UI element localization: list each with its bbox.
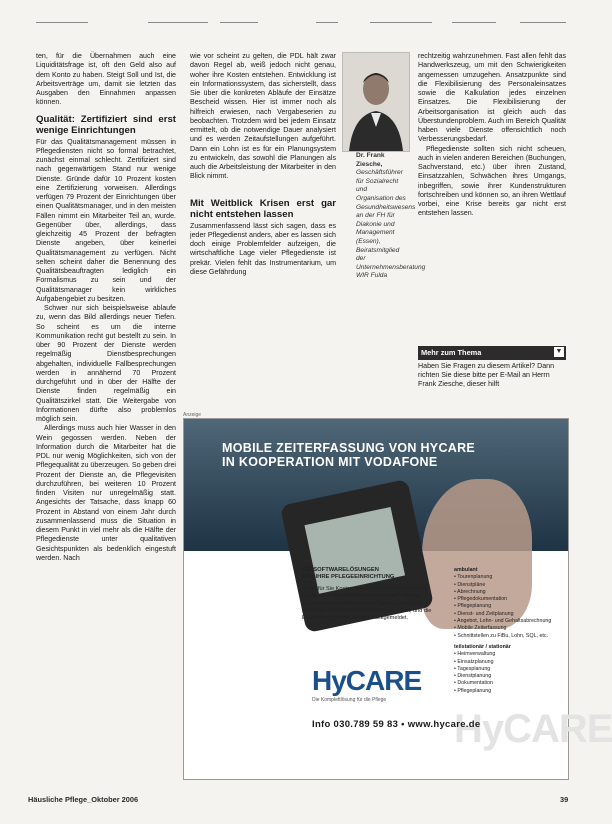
- header-rule: [316, 22, 338, 23]
- ad-list-item: • Angebot, Lohn- und Gehaltsabrechnung: [454, 618, 562, 625]
- header-rule: [520, 22, 566, 23]
- caption-name: Dr. Frank Ziesche,: [356, 152, 385, 168]
- author-portrait: [343, 53, 409, 151]
- hycare-logo: HyCARE: [312, 665, 422, 696]
- footer-publication: Häusliche Pflege_Oktober 2006: [28, 795, 139, 804]
- paragraph: Für das Qualitätsmanagement müssen in Pflegediensten nicht so formal betrachtet, zunächst einmal schlecht. Zertifiziert sind nach gegenwärtigem Stand nur wenige Dienste. Gründe dafür 10 Prozent kosten eine Zertifizierung vorweisen. Allerdings verfügen 79 Prozent der Einrichtungen über einen Qualitätsmanager, und in den meisten Fällen nimmt ein Mitarbeiter Teil an, wurde. Gegenüber über, allerdings, dass gleichzeitig 45 Prozent der befragten Dienste angeben, über keinerlei Qualitätsmanagement zu verfügen. Nicht selten scheint daher die Benennung des Qualitätsbeauftragten lediglich ein Formalismus zu sein und der Qualitätsmanager kein wirkliches Aufgabengebiet zu besitzen.: [36, 137, 176, 303]
- article-column-3: [418, 52, 566, 219]
- ad-list-head-ambulant: ambulant: [454, 567, 478, 573]
- ad-body-text: Wann für Sie Kosten pro Einsatz liegen? Wird eine Nachtarbeit durch Pflegedienste erfüllt? Welche Touren sind die effizientesten? Und bei HyCARE sehen Sie die Kostenübersicht zu jeder Zeit, und die Ergebnisse werden sofort zurückgemeldet.: [302, 585, 432, 622]
- ad-list-item: • Tagesplanung: [454, 666, 562, 673]
- ad-list-item: • Pflegedokumentation: [454, 596, 562, 603]
- ad-list-stationaer: [454, 651, 562, 695]
- ad-list-item: • Abrechnung: [454, 589, 562, 596]
- ad-body: [302, 567, 432, 623]
- mehr-zum-thema-box: [418, 346, 566, 389]
- ad-list-item: • Pflegeplanung: [454, 688, 562, 695]
- ad-list-item: • Dienstplanung: [454, 673, 562, 680]
- photo-caption: [356, 152, 426, 281]
- hycare-watermark: HyCARE: [454, 707, 612, 751]
- ad-list-item: • Dienst- und Zeitplanung: [454, 611, 562, 618]
- header-rule: [452, 22, 496, 23]
- paragraph: ten, für die Übernahmen auch eine Liquiditätsfrage ist, oft den Geld also auf dem Konto zu haben. Steigt Soll und Ist, die Arbeitsverträge um, damit sie letzten das Ausgaben den Einnahmen anpassen können.: [36, 52, 176, 107]
- ad-list-item: • Dienstpläne: [454, 582, 562, 589]
- ad-body-head-1: DIE SOFTWARELÖSUNGEN: [302, 567, 379, 573]
- ad-list-item: • Mobile Zeiterfassung: [454, 625, 562, 632]
- mehr-zum-thema-title: Mehr zum Thema: [421, 348, 482, 357]
- ad-headline-line-2: IN KOOPERATION MIT VODAFONE: [222, 455, 438, 469]
- paragraph: Allerdings muss auch hier Wasser in den Wein gegossen werden. Neben der Information durch die Mitarbeiter hat die PDL nur wenig Möglichkeiten, sich von der Pflegequalität zu überzeugen. So geben drei Prozent der Dienste an, die Pflegevisiten durchzuführen, bei weiteren 10 Prozent finden Visiten nur unregelmäßig statt. Angesichts der Tatsache, dass knapp 60 Prozent in Abstand von einem Jahr durch zusammenlassend muss die Situation in diesem Punkt in viel mehr als die Hälfte der Pflegedienste unter qualitativen Gesichtspunkten als bedenklich eingestuft werden. Nach: [36, 424, 177, 562]
- caption-text: Geschäftsführer für Sozialrecht und Organisation des Gesundheitswesens an der FH für Diakonie und Management (Essen), Beiratsmitglied der Unternehmensberatung WIR Fulda: [356, 169, 426, 280]
- arrow-down-icon: ▼: [555, 348, 563, 355]
- ad-body-head-2: FÜR IHRE PFLEGEEINRICHTUNG: [302, 574, 395, 581]
- ad-headline: [222, 441, 475, 469]
- paragraph: wie vor scheint zu gelten, die PDL hält zwar davon Regel ab, weiß jedoch nicht genau, woher ihre Kosten entstehen. Entwicklung ist ein Informationssystem, das sicherstellt, dass Sie über die konkreten Abläufe der Einsätze Bescheid wissen. Hier ist immer noch als hilfreich erwiesen, nach Vergabeserien zu beobachten. Trotzdem wird bei jedem Einsatz ermittelt, ob die notwendige Dauer analysiert und es werden Zeitaufstellungen aufgeführt. Dann ein Lohn ist es für ein Planungsystem zu entwickeln, das sowohl die Planungen als auch die Arbeitsleistung der Mitarbeiter in den Blick nimmt.: [190, 52, 336, 181]
- header-rule: [36, 22, 88, 23]
- section-heading: Mit Weitblick Krisen erst gar nicht entstehen lassen: [190, 197, 336, 220]
- ad-label: Anzeige: [183, 412, 202, 418]
- ad-feature-list: [454, 567, 562, 695]
- mehr-zum-thema-bar: [418, 346, 566, 360]
- header-rule: [148, 22, 208, 23]
- ad-list-item: • Tourenplanung: [454, 574, 562, 581]
- ad-list-head-stationaer: teilstationär / stationär: [454, 643, 511, 650]
- ad-list-item: • Schnittstellen zu FiBu, Lohn, SQL, etc.: [454, 633, 562, 640]
- paragraph: Schwer nur sich beispielsweise ablaufe zu, wenn das Bild allerdings neuer Tiefen. So scheint es um die interne Kommunikation recht gut bestellt zu sein. In über 90 Prozent der Dienste werden regelmäßig Dienstbesprechungen abgehalten, individuelle Fallbesprechungen werden in annähernd 70 Prozent durchgeführt und in über der Hälfte der Dienste finden regelmäßig ein Qualitätszirkel statt. Die Weitergabe von Informationen dürfte also problemlos möglich sein.: [36, 304, 176, 423]
- ad-list-item: • Pflegeplanung: [454, 603, 562, 610]
- section-heading: Qualität: Zertifiziert sind erst wenige Einrichtungen: [36, 113, 176, 136]
- article-column-2: [190, 52, 336, 277]
- hycare-logo-subline: Die Komplettlösung für die Pflege: [312, 697, 387, 703]
- paragraph: rechtzeitig wahrzunehmen. Fast allen fehlt das Handwerkszeug, um mit den Schwierigkeiten angemessen umzugehen. Ansatzpunkte sind die Flexibilisierung des Personaleinsatzes sowie die Kalkulation jedes einzelnen Einsatzes. Die Flexibilisierung der Arbeitsorganisation ist gleich auch das Überstundenproblem. Auch im Bereich Qualität haben viele Dienste offensichtlich noch Verbesserungsbedarf.: [418, 52, 566, 144]
- ad-list-item: • Dokumentation: [454, 680, 562, 687]
- author-photo: [342, 52, 410, 152]
- ad-list-item: • Heimverwaltung: [454, 651, 562, 658]
- header-rule: [370, 22, 432, 23]
- ad-contact-info: Info 030.789 59 83 • www.hycare.de: [312, 719, 481, 730]
- page-number: 39: [560, 795, 569, 804]
- ad-headline-line-1: MOBILE ZEITERFASSUNG VON HYCARE: [222, 441, 476, 455]
- article-column-1: [36, 52, 176, 563]
- header-rule: [220, 22, 258, 23]
- ad-list-ambulant: [454, 574, 562, 640]
- ad-list-item: • Einsatzplanung: [454, 659, 562, 666]
- mehr-zum-thema-text: Haben Sie Fragen zu diesem Artikel? Dann richten Sie diese bitte per E-Mail an Herrn Frank Ziesche, dieser hilft: [418, 362, 555, 388]
- hycare-advertisement: [183, 418, 612, 780]
- paragraph: Zusammenfassend lässt sich sagen, dass es jeder Pflegedienst anders, aber es lassen sich doch einige Problemfelder aufzeigen, die wirtschaftliche Lage vieler Pflegedienste ist prekär. Vielen fehlt das Instrumentarium, um diese Gefährdung: [190, 221, 336, 276]
- paragraph: Pflegedienste sollten sich nicht scheuen, auch in vielen anderen Bereichen (Buchungen, Sachverstand, etc.) über ihren Zustand, Einsatzzahlen, Schwächen ihres Umgangs, inbegriffen, sowie ihrer Kundenstrukturen fortschreiben und können so, an ihren Wettlauf vorbei, eine Krise bereits gar nicht erst entstehen lassen.: [418, 144, 566, 218]
